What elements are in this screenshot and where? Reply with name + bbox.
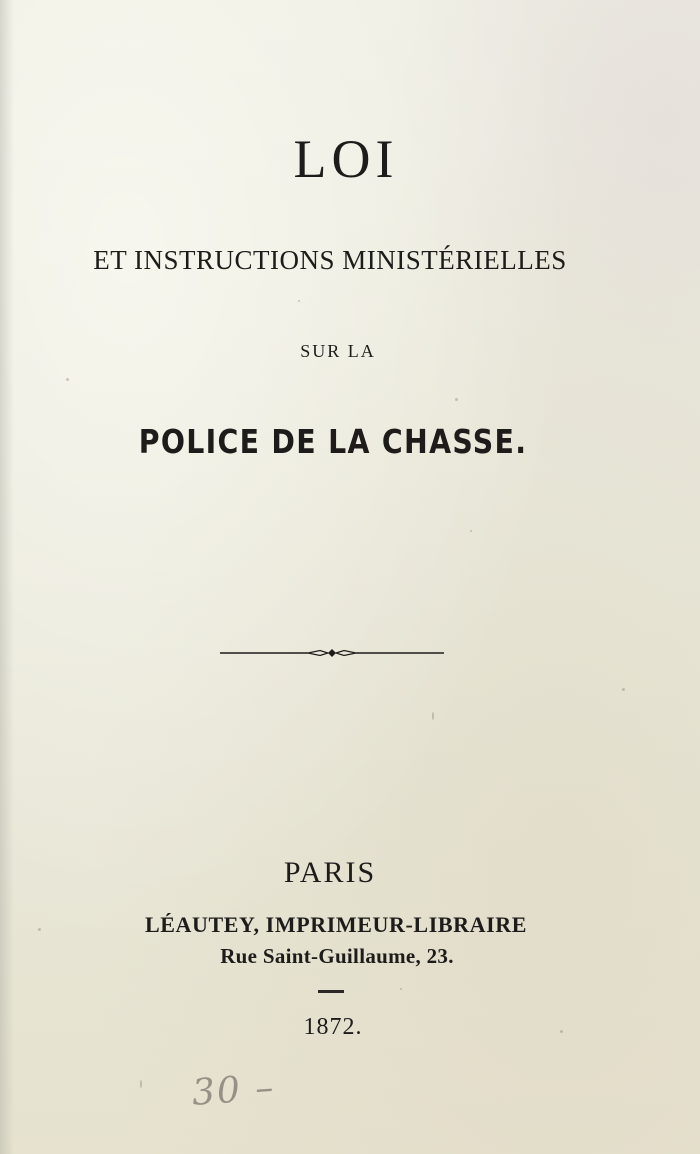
connector-text: SUR LA [300,341,376,361]
imprint-address: Rue Saint-Guillaume, 23. [220,944,454,968]
imprint-publisher: LÉAUTEY, IMPRIMEUR-LIBRAIRE [144,912,528,937]
document-subtitle: ET INSTRUCTIONS MINISTÉRIELLES [93,245,567,275]
imprint-year: 1872. [303,1014,363,1040]
document-title: LOI [293,129,399,189]
handwritten-price-note: 30 – [190,1067,277,1114]
imprint-city: PARIS [283,856,377,889]
ornamental-divider [220,644,444,662]
imprint-rule [318,990,344,993]
document-subject: POLICE DE LA CHASSE. [138,422,528,461]
